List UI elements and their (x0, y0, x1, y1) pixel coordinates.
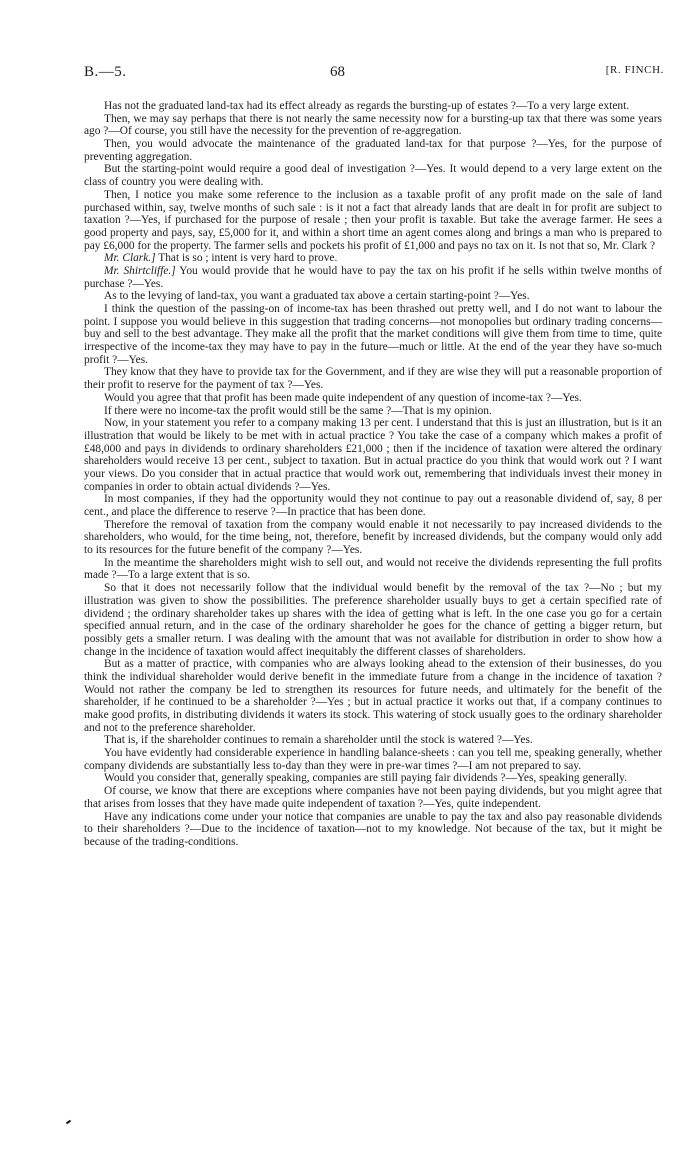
paragraph (84, 405, 662, 418)
paragraph-text: Would you agree that that profit has been made quite independent of any question of income-tax ?—Yes. (104, 391, 582, 404)
witness-name: [R. FINCH. (605, 64, 664, 76)
paragraph (84, 734, 662, 747)
paragraph (84, 189, 662, 252)
paragraph (84, 772, 662, 785)
ink-mark (66, 1120, 71, 1125)
paragraph (84, 519, 662, 557)
paragraph (84, 366, 662, 391)
paragraph (84, 811, 662, 849)
paragraph-text: They know that they have to provide tax for the Government, and if they are wise they will put a reasonable proportion of their profit to reserve for the payment of tax ?—Yes. (84, 366, 662, 392)
paragraph-text: Would you consider that, generally speaking, companies are still paying fair dividends ?—Yes, speaking generally. (104, 772, 627, 785)
paragraph (84, 557, 662, 582)
testimony-text (84, 100, 662, 849)
paragraph-text: So that it does not necessarily follow that the individual would benefit by the removal of the tax ?—No ; but my illustration was given to show the possibilities. The preference shareholder usually buys to get a certain specified rate of dividend ; the ordinary shareholder takes up shares with the idea of getting what is left. In the one case you go for a certain specified annual return, and in the case of the ordinary shareholder he goes for the chance of getting a bigger return, but possibly gets a smaller return. I was dealing with the amount that was not available for distribution in order to show how a change in the incidence of taxation would affect inequitably the different classes of shareholders. (84, 582, 662, 658)
paragraph (84, 265, 662, 290)
paragraph-text: That is, if the shareholder continues to remain a shareholder until the stock is watered ?—Yes. (104, 734, 533, 747)
paragraph (84, 290, 662, 303)
paragraph (84, 252, 662, 265)
paragraph (84, 392, 662, 405)
paragraph-text: In the meantime the shareholders might wish to sell out, and would not receive the dividends representing the full profits made ?—To a large extent that is so. (84, 556, 662, 582)
paragraph (84, 163, 662, 188)
paragraph-text: You have evidently had considerable experience in handling balance-sheets : can you tell me, speaking generally, whether company dividends are substantially less to-day than they were in pre-war times ?—I am not prepared to say. (84, 747, 662, 772)
page-number: 68 (330, 64, 345, 80)
paragraph-text: As to the levying of land-tax, you want a graduated tax above a certain starting-point ?—Yes. (104, 290, 530, 303)
paragraph-text: I think the question of the passing-on of income-tax has been thrashed out pretty well, and I do not want to labour the point. I suppose you would believe in this suggestion that trading concerns—not monopolies but ordinary trading concerns—buy and sell to the best advantage. They make all the profit that the market conditions will give them from time to time, quite irrespective of the income-tax they may have to pay in the future—much or little. At the end of the year they have so-much profit ?—Yes. (84, 303, 662, 366)
speaker-name: Mr. Clark.] (104, 252, 156, 265)
paragraph (84, 658, 662, 734)
paragraph (84, 493, 662, 518)
paragraph-text: Then, you would advocate the maintenance of the graduated land-tax for that purpose ?—Yes, for the purpose of preventing aggregation. (84, 138, 662, 163)
paragraph-text: If there were no income-tax the profit would still be the same ?—That is my opinion. (104, 404, 492, 417)
paragraph (84, 417, 662, 493)
speaker-name: Mr. Shirtcliffe.] (104, 264, 176, 277)
paragraph-text: Of course, we know that there are exceptions where companies have not been paying dividends, but you might agree that that arises from losses that they have made quite independent of taxation ?—Yes, quite independent. (84, 785, 662, 810)
paragraph-text: Therefore the removal of taxation from the company would enable it not necessarily to pay increased dividends to the shareholders, who would, for the time being, not, therefore, benefit by increased dividends, but the company would only add to its resources for the future benefit of the company ?—Yes. (84, 518, 662, 557)
paragraph (84, 138, 662, 163)
paragraph (84, 785, 662, 810)
paragraph-text: Then, we may say perhaps that there is not nearly the same necessity now for a bursting-up tax that there was some years ago ?—Of course, you still have the necessity for the prevention of re-aggregation. (84, 112, 662, 138)
paragraph-text: Have any indications come under your notice that companies are unable to pay the tax and also pay reasonable dividends to their shareholders ?—Due to the incidence of taxation—not to my knowledge. Not because of the tax, but it might be because of the trading-conditions. (84, 810, 662, 848)
page-header (84, 64, 664, 82)
document-reference: B.—5. (84, 64, 127, 80)
paragraph (84, 100, 662, 113)
paragraph-text: Then, I notice you make some reference to the inclusion as a taxable profit of any profit made on the sale of land purchased within, say, twelve months of such sale : is it not a fact that already lands that are dealt in for profit are subject to taxation ?—Yes, if purchased for the purpose of resale ; then your profit is taxable. But take the average farmer. He sees a good property and pays, say, £5,000 for it, and within a short time an agent comes along and brings a man who is prepared to pay £6,000 for the property. The farmer sells and pockets his profit of £1,000 and pays no tax on it. Is not that so, Mr. Clark ? (84, 188, 662, 252)
paragraph-text: But the starting-point would require a good deal of investigation ?—Yes. It would depend to a very large extent on the class of country you were dealing with. (84, 163, 662, 189)
paragraph-text: Has not the graduated land-tax had its effect already as regards the bursting-up of estates ?—To a very large extent. (104, 100, 630, 112)
paragraph-text: In most companies, if they had the opportunity would they not continue to pay out a reasonable dividend of, say, 8 per cent., and place the difference to reserve ?—In practice that has been done. (84, 493, 662, 518)
paragraph (84, 747, 662, 772)
paragraph-text: Now, in your statement you refer to a company making 13 per cent. I understand that this is just an illustration, but is it an illustration that would be likely to be met with in actual practice ? You take the case of a company which makes a profit of £48,000 and pays in dividends to ordinary shareholders £21,000 ; then if the incidence of taxation were altered the ordinary shareholders would receive 13 per cent., subject to taxation. But in actual practice do you think that would work out ? I want your views. Do you consider that in actual practice that would work out, remembering that individuals invest their money in companies in order to obtain actual dividends ?—Yes. (84, 417, 662, 493)
paragraph (84, 113, 662, 138)
paragraph-text: That is so ; intent is very hard to prove. (155, 252, 338, 265)
paragraph (84, 303, 662, 366)
paragraph-text: You would provide that he would have to pay the tax on his profit if he sells within twelve months of purchase ?—Yes. (84, 264, 663, 290)
paragraph-text: But as a matter of practice, with companies who are always looking ahead to the extension of their businesses, do you think the individual shareholder would derive benefit in the immediate future from a change in the incidence of taxation ? Would not rather the company be led to strengthen its resources for future needs, and ultimately for the benefit of the shareholder, if he continued to be a shareholder ?—Yes ; but in actual practice it works out that, if a company continues to make good profits, in distributing dividends it waters its stock. This watering of stock usually goes to the ordinary shareholder and not to the preference shareholder. (84, 658, 662, 734)
paragraph (84, 582, 662, 658)
